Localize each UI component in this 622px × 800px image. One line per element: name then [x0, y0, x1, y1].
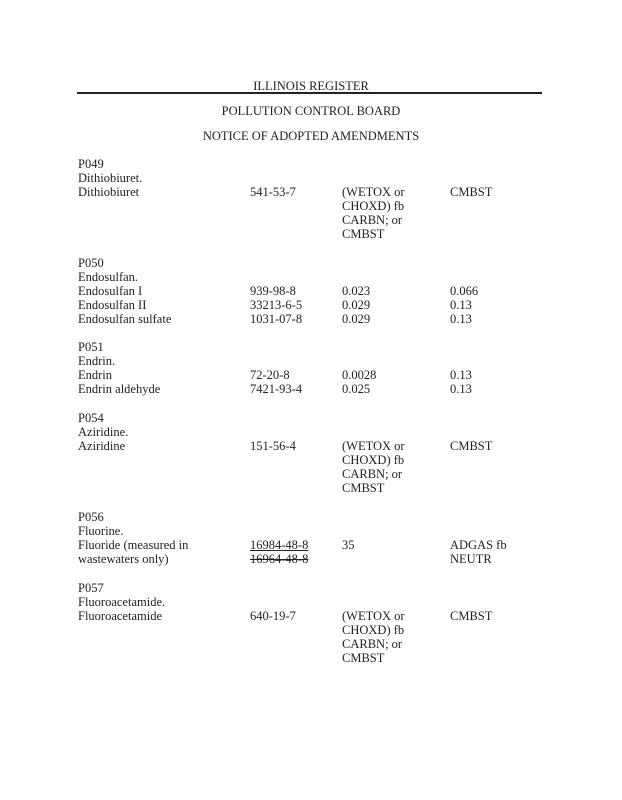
cell-c4: 0.13 — [450, 382, 472, 396]
cell-c2: 33213-6-5 — [250, 298, 303, 312]
table-row — [0, 298, 622, 312]
table-row — [0, 552, 622, 566]
cell-c2: 7421-93-4 — [250, 382, 303, 396]
cell-c4: 0.13 — [450, 368, 472, 382]
table-row — [0, 256, 622, 270]
cell-c1: Endosulfan sulfate — [78, 312, 172, 326]
table-row — [0, 623, 622, 637]
cell-c1: P049 — [78, 157, 104, 171]
table-row — [0, 439, 622, 453]
cell-c4: CMBST — [450, 185, 493, 199]
cell-c3: CHOXD) fb — [342, 453, 405, 467]
register-title: ILLINOIS REGISTER — [253, 79, 369, 93]
cell-c1: P051 — [78, 340, 104, 354]
cell-c3: 0.029 — [342, 298, 371, 312]
cell-c3: (WETOX or — [342, 609, 405, 623]
cell-c2: 16984-48-8 — [250, 538, 309, 552]
table-row — [0, 213, 622, 227]
cell-c4: CMBST — [450, 439, 493, 453]
cell-c1: wastewaters only) — [78, 552, 169, 566]
cell-c1: Fluoroacetamide — [78, 609, 162, 623]
cell-c3: CHOXD) fb — [342, 199, 405, 213]
cell-c3: (WETOX or — [342, 185, 405, 199]
table-row — [0, 581, 622, 595]
cell-c3: 0.029 — [342, 312, 371, 326]
cell-c4: CMBST — [450, 609, 493, 623]
cell-c3: 35 — [342, 538, 355, 552]
cell-c2: 16964-48-8 — [250, 552, 309, 566]
table-row — [0, 481, 622, 495]
table-row — [0, 157, 622, 171]
cell-c3: CMBST — [342, 481, 385, 495]
table-row — [0, 368, 622, 382]
table-row — [0, 453, 622, 467]
table-row — [0, 595, 622, 609]
table-row — [0, 227, 622, 241]
table-row — [0, 651, 622, 665]
cell-c4: ADGAS fb — [450, 538, 507, 552]
cell-c4: 0.13 — [450, 312, 472, 326]
cell-c3: 0.023 — [342, 284, 371, 298]
cell-c2: 541-53-7 — [250, 185, 296, 199]
cell-c1: P050 — [78, 256, 104, 270]
cell-c1: Dithiobiuret. — [78, 171, 143, 185]
cell-c1: Endosulfan I — [78, 284, 143, 298]
cell-c1: Endrin — [78, 368, 113, 382]
cell-c3: (WETOX or — [342, 439, 405, 453]
table-row — [0, 524, 622, 538]
cell-c2: 72-20-8 — [250, 368, 290, 382]
cell-c2: 939-98-8 — [250, 284, 296, 298]
cell-c3: CHOXD) fb — [342, 623, 405, 637]
cell-c1: P054 — [78, 411, 104, 425]
table-row — [0, 411, 622, 425]
table-row — [0, 284, 622, 298]
cell-c2: 1031-07-8 — [250, 312, 303, 326]
cell-c3: 0.025 — [342, 382, 371, 396]
cell-c3: CMBST — [342, 227, 385, 241]
table-row — [0, 354, 622, 368]
cell-c4: NEUTR — [450, 552, 492, 566]
table-row — [0, 467, 622, 481]
cell-c1: P056 — [78, 510, 104, 524]
cell-c1: Fluoride (measured in — [78, 538, 189, 552]
table-row — [0, 270, 622, 284]
table-row — [0, 609, 622, 623]
cell-c1: Endrin aldehyde — [78, 382, 161, 396]
cell-c4: 0.066 — [450, 284, 479, 298]
cell-c3: 0.0028 — [342, 368, 377, 382]
cell-c3: CARBN; or — [342, 637, 403, 651]
table-row — [0, 199, 622, 213]
table-row — [0, 425, 622, 439]
cell-c1: Endrin. — [78, 354, 116, 368]
cell-c4: 0.13 — [450, 298, 472, 312]
header-rule — [77, 92, 542, 94]
board-title: POLLUTION CONTROL BOARD — [221, 104, 401, 118]
cell-c1: Aziridine — [78, 439, 126, 453]
cell-c1: P057 — [78, 581, 104, 595]
cell-c1: Dithiobiuret — [78, 185, 140, 199]
table-row — [0, 538, 622, 552]
cell-c1: Fluorine. — [78, 524, 124, 538]
cell-c2: 151-56-4 — [250, 439, 296, 453]
table-row — [0, 185, 622, 199]
cell-c3: CARBN; or — [342, 467, 403, 481]
table-row — [0, 171, 622, 185]
cell-c1: Fluoroacetamide. — [78, 595, 166, 609]
table-row — [0, 637, 622, 651]
cell-c1: Endosulfan II — [78, 298, 147, 312]
table-row — [0, 340, 622, 354]
table-row — [0, 510, 622, 524]
cell-c2: 640-19-7 — [250, 609, 296, 623]
table-row — [0, 312, 622, 326]
cell-c1: Endosulfan. — [78, 270, 139, 284]
cell-c3: CARBN; or — [342, 213, 403, 227]
cell-c3: CMBST — [342, 651, 385, 665]
cell-c1: Aziridine. — [78, 425, 129, 439]
notice-title: NOTICE OF ADOPTED AMENDMENTS — [202, 129, 420, 143]
table-row — [0, 382, 622, 396]
